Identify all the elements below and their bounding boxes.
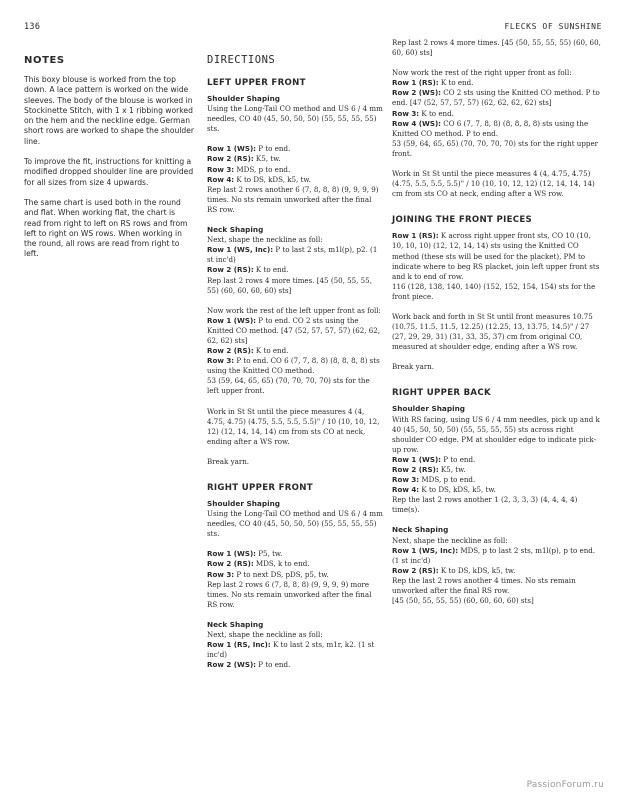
page-header (24, 22, 602, 36)
row-instruction: Row 1 (WS): P to end. CO 2 sts using the Knitted CO method. [47 (52, 57, 57, 57) (62, 62, 62, 62) sts] (207, 315, 381, 345)
measure-block (392, 312, 604, 352)
row-instruction: Row 1 (WS): P5, tw. (207, 549, 283, 559)
instruction: Rep the last 2 rows another 1 (2, 3, 3, 3) (4, 4, 4, 4) time(s). (392, 495, 578, 515)
break-yarn-block (392, 362, 604, 372)
directions-heading: DIRECTIONS (207, 54, 276, 66)
instruction: 53 (59, 64, 65, 65) (70, 70, 70, 70) sts for the left upper front. (207, 376, 370, 396)
measure-block (207, 407, 383, 447)
row-instruction: Row 1 (WS, Inc): P to last 2 sts, m1l(p), p2. (1 st inc'd) (207, 245, 378, 265)
instruction: 116 (128, 138, 140, 140) (152, 152, 154, 154) sts for the front piece. (392, 281, 596, 301)
rows-block (207, 144, 383, 215)
row-instruction: Row 4 (WS): CO 6 (7, 7, 8, 8) (8, 8, 8, 8) sts using the Knitted CO method. P to end. (392, 118, 589, 138)
shoulder-shaping-block (207, 499, 383, 539)
instruction: With RS facing, using US 6 / 4 mm needles, pick up and k 40 (45, 50, 50, 50) (55, 55, 55, 55) sts across right shoulder CO edge. PM at shoulder edge to indicate pick-up row. (392, 414, 600, 454)
row-instruction: Row 1 (RS): K across right upper front sts, CO 10 (10, 10, 10, 10) (12, 12, 14, 14) sts using the Knitted CO method (these sts will be used for the placket), PM to indicate where to beg RS placket, join left upper front sts and k to end of row. (392, 231, 600, 281)
instruction: Rep last 2 rows another 6 (7, 8, 8, 8) (9, 9, 9, 9) times. No sts remain unworked after the final RS row. (207, 184, 379, 214)
row-instruction: Row 1 (WS): P to end. (207, 144, 291, 154)
instruction: Break yarn. (207, 456, 250, 466)
notes-paragraph: This boxy blouse is worked from the top down. A lace pattern is worked on the wide sleeves. The body of the blouse is worked in Stockinette Stitch, with 1 x 1 ribbing worked on the hem and the neckline edge. German short rows are worked to shape the shoulder line. (24, 75, 195, 146)
neck-shaping-block (207, 225, 383, 296)
joining-block (392, 231, 604, 302)
instruction: Now work the rest of the left upper front as foll: (207, 305, 381, 315)
section-joining-front-pieces: JOINING THE FRONT PIECES (392, 215, 533, 226)
subheading: Shoulder Shaping (392, 404, 465, 414)
section-right-upper-front: RIGHT UPPER FRONT (207, 483, 313, 493)
rest-block (392, 68, 604, 159)
instruction: Work back and forth in St St until front measures 10.75 (10.75, 11.5, 11.5, 12.25) (12.25, 13, 13.75, 14.5)" / 27 (27, 29, 29, 31) (31, 33, 35, 37) cm from original CO, measured at shoulder edge, ending after a WS row. (392, 311, 593, 352)
instruction: 53 (59, 64, 65, 65) (70, 70, 70, 70) sts for the right upper front. (392, 138, 599, 158)
watermark: PassionForum.ru (526, 780, 604, 790)
neck-shaping-block (207, 620, 383, 670)
measure-block (392, 169, 604, 199)
row-instruction: Row 4: K to DS, kDS, k5, tw. (207, 174, 311, 184)
rows-block (207, 549, 383, 610)
section-left-upper-front: LEFT UPPER FRONT (207, 78, 306, 88)
instruction: Rep the last 2 rows another 4 times. No sts remain unworked after the final RS row. (392, 575, 576, 596)
section-right-upper-back: RIGHT UPPER BACK (392, 388, 491, 399)
row-instruction: Row 2 (RS): K5, tw. (392, 465, 466, 474)
row-instruction: Row 1 (RS): K to end. (392, 78, 474, 88)
instruction: Rep last 2 rows 4 more times. [45 (50, 55, 55, 55) (60, 60, 60, 60) sts] (207, 275, 372, 295)
notes-paragraph: The same chart is used both in the round and flat. When working flat, the chart is read from right to left on RS rows and from left to right on WS rows. When working in the round, all rows are read from right to left. (24, 197, 188, 259)
instruction: Now work the rest of the right upper front as foll: (392, 68, 572, 78)
directions-column (207, 52, 383, 680)
subheading: Neck Shaping (392, 525, 449, 535)
notes-paragraph: To improve the fit, instructions for knitting a modified dropped shoulder line are provided for all sizes from size 4 upwards. (24, 157, 194, 187)
shoulder-shaping-block (207, 94, 383, 134)
subheading: Neck Shaping (207, 225, 264, 235)
row-instruction: Row 2 (RS): K to DS, kDS, k5, tw. (392, 565, 516, 575)
row-instruction: Row 2 (RS): K to end. (207, 265, 289, 275)
row-instruction: Row 4: K to DS, kDS, k5, tw. (392, 485, 496, 495)
row-instruction: Row 3: K to end. (392, 108, 454, 118)
instruction: Break yarn. (392, 362, 435, 372)
subheading: Shoulder Shaping (207, 499, 280, 508)
directions-column-right (392, 38, 604, 616)
row-instruction: Row 3: P to next DS, pDS, p5, tw. (207, 569, 329, 579)
row-instruction: Row 3: MDS, p to end. (392, 475, 476, 485)
instruction: Using the Long-Tail CO method and US 6 / 4 mm needles, CO 40 (45, 50, 50, 50) (55, 55, 55, 55) sts. (207, 104, 383, 134)
instruction: Next, shape the neckline as foll: (207, 235, 323, 245)
instruction: Rep last 2 rows 4 more times. [45 (50, 55, 55, 55) (60, 60, 60, 60) sts] (392, 38, 601, 58)
notes-column (24, 52, 194, 270)
row-instruction: Row 3: MDS, p to end. (207, 164, 291, 174)
row-instruction: Row 2 (RS): K to end. (207, 346, 289, 356)
instruction: Using the Long-Tail CO method and US 6 / 4 mm needles, CO 40 (45, 50, 50, 50) (55, 55, 55, 55) sts. (207, 509, 383, 539)
row-instruction: Row 2 (WS): P to end. (207, 660, 291, 670)
page-number: 136 (24, 22, 41, 32)
row-instruction: Row 1 (RS, Inc): K to last 2 sts, m1r, k2. (1 st inc'd) (207, 640, 375, 660)
running-title: FLECKS OF SUNSHINE (504, 22, 602, 31)
row-instruction: Row 1 (WS, Inc): MDS, p to last 2 sts, m1l(p), p to end. (1 st inc'd) (392, 545, 596, 565)
row-instruction: Row 2 (WS): CO 2 sts using the Knitted CO method. P to end. [47 (52, 57, 57, 57) (62, 62, 62, 62) sts] (392, 88, 600, 108)
rest-block (207, 306, 383, 397)
instruction: Work in St St until the piece measures 4 (4, 4.75, 4.75) (4.75, 5.5, 5.5, 5.5)" / 10 (10, 10, 12, 12) (12, 14, 14, 14) cm from sts CO at neck, ending after a WS row. (392, 169, 595, 199)
row-instruction: Row 2 (RS): K5, tw. (207, 154, 281, 164)
shoulder-shaping-block (392, 404, 604, 515)
subheading: Shoulder Shaping (207, 94, 280, 103)
subheading: Neck Shaping (207, 619, 264, 629)
break-yarn-block (207, 457, 383, 467)
row-instruction: Row 1 (WS): P to end. (392, 454, 476, 464)
instruction: Rep last 2 rows 6 (7, 8, 8, 8) (9, 9, 9, 9) more times. No sts remain unworked after the final RS row. (207, 579, 372, 609)
row-instruction: Row 3: P to end. CO 6 (7, 7, 8, 8) (8, 8, 8, 8) sts using the Knitted CO method. (207, 356, 380, 376)
neck-repeat-block (392, 38, 604, 58)
notes-heading: NOTES (24, 55, 65, 66)
instruction: Next, shape the neckline as foll: (392, 535, 508, 545)
neck-shaping-block (392, 525, 604, 606)
instruction: [45 (50, 55, 55, 55) (60, 60, 60, 60) sts] (392, 596, 534, 606)
instruction: Next, shape the neckline as foll: (207, 630, 323, 640)
instruction: Work in St St until the piece measures 4 (4, 4.75, 4.75) (4.75, 5.5, 5.5, 5.5)" / 10 (10, 10, 12, 12) (12, 14, 14, 14) cm from sts CO at neck, ending after a WS row. (207, 406, 380, 446)
row-instruction: Row 2 (RS): MDS, k to end. (207, 559, 310, 569)
